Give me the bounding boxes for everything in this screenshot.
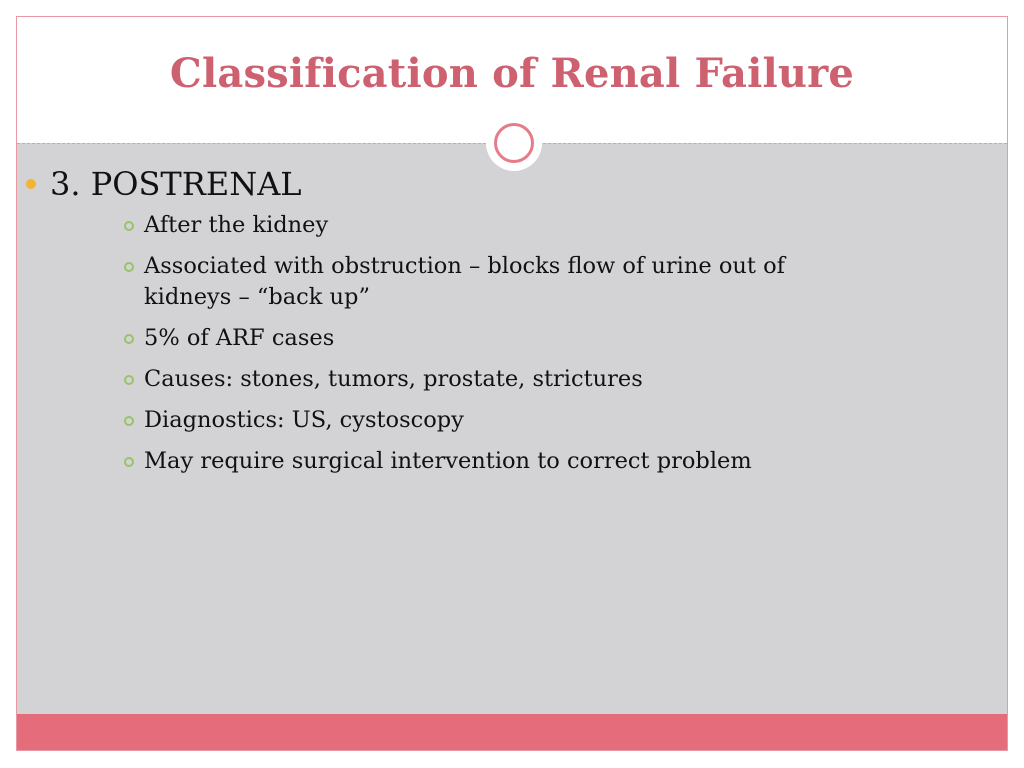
list-item [124, 364, 966, 395]
list-item [124, 446, 966, 477]
ring-bullet-icon [124, 334, 134, 344]
bullet-dot-icon [26, 179, 36, 189]
bullet-heading-text: 3. POSTRENAL [50, 165, 302, 203]
slide-title: Classification of Renal Failure [169, 49, 855, 97]
list-item [124, 251, 966, 313]
bottom-band [17, 714, 1007, 750]
list-item-text: 5% of ARF cases [144, 325, 335, 351]
list-item-text: Associated with obstruction – blocks flow of urine out of kidneys – “back up” [144, 253, 785, 310]
list-item-text: Causes: stones, tumors, prostate, strictures [144, 366, 643, 392]
ring-bullet-icon [124, 262, 134, 272]
bullet-heading [26, 164, 966, 204]
list-item-text: Diagnostics: US, cystoscopy [144, 407, 464, 433]
sub-bullet-list [26, 210, 966, 477]
ring-bullet-icon [124, 375, 134, 385]
list-item [124, 323, 966, 354]
bullet-list [26, 164, 966, 487]
list-item-text: May require surgical intervention to correct problem [144, 448, 752, 474]
list-item-text: After the kidney [144, 212, 329, 238]
ring-icon [494, 123, 534, 163]
ring-bullet-icon [124, 457, 134, 467]
ring-bullet-icon [124, 416, 134, 426]
list-item [124, 405, 966, 436]
ring-bullet-icon [124, 221, 134, 231]
divider-ornament-icon [486, 115, 542, 171]
list-item [124, 210, 966, 241]
